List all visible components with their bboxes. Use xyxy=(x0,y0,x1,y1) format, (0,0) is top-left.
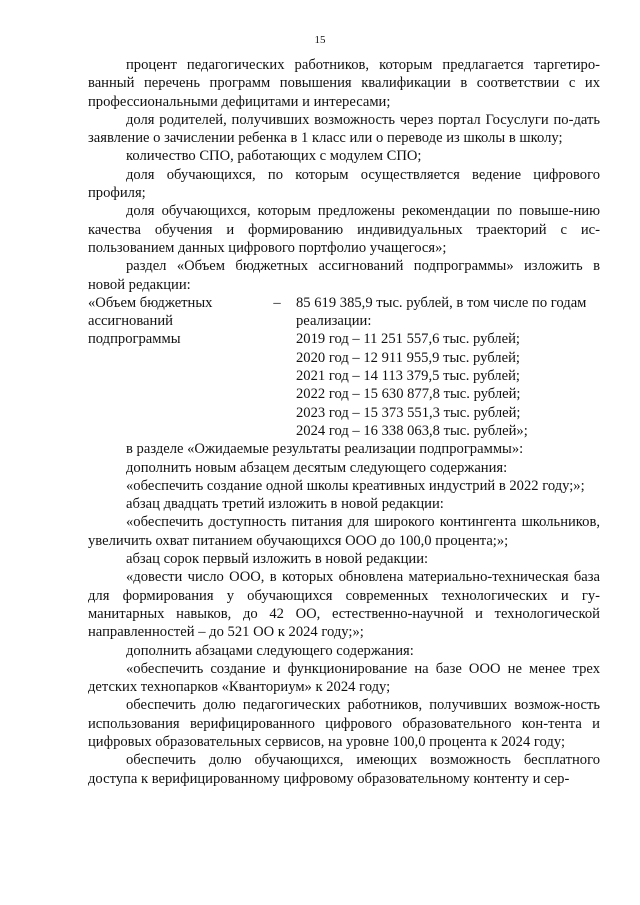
budget-label: «Объем бюджетных ассигнований подпрограммы xyxy=(88,294,213,348)
paragraph: абзац сорок первый изложить в новой редакции: xyxy=(126,551,429,568)
paragraph: обеспечить долю педагогических работников, получивших возмож-ность использования верифицированного цифрового образовательного кон-тента и цифровых образовательных сервисов, на уровне 100,0 процента к 2024 году; xyxy=(88,697,600,750)
paragraph: «обеспечить доступность питания для широкого контингента школьников, увеличить охват питанием обучающихся ООО до 100,0 процента;»; xyxy=(88,514,600,549)
paragraph: количество СПО, работающих с модулем СПО; xyxy=(126,148,422,165)
budget-value xyxy=(296,294,600,440)
paragraph: обеспечить долю обучающихся, имеющих возможность бесплатного доступа к верифицированному цифровому образовательному контенту и сер- xyxy=(88,752,600,787)
budget-year: 2019 год – 11 251 557,6 тыс. рублей; xyxy=(296,331,520,348)
paragraph: «довести число ООО, в которых обновлена материально-техническая база для формирования у обучающихся современных технологических и гу-манитарных навыков, до 42 ОО, естественно-научной и технологической направленностей – до 521 ОО к 2024 году;»; xyxy=(88,569,600,641)
paragraph: доля родителей, получивших возможность через портал Госуслуги по-дать заявление о зачислении ребенка в 1 класс или о переводе из школы в школу; xyxy=(88,111,600,147)
budget-year: 2024 год – 16 338 063,8 тыс. рублей»; xyxy=(296,422,528,439)
page-number: 15 xyxy=(314,34,326,46)
budget-total: 85 619 385,9 тыс. рублей, в том числе по годам реализации: xyxy=(296,294,587,330)
paragraph: доля обучающихся, по которым осуществляется ведение цифрового профиля; xyxy=(88,166,600,202)
budget-year: 2020 год – 12 911 955,9 тыс. рублей; xyxy=(296,349,520,366)
paragraph: в разделе «Ожидаемые результаты реализации подпрограммы»: xyxy=(126,441,524,458)
paragraph: процент педагогических работников, которым предлагается таргетиро-ванный перечень программ повышения квалификации в соответствии с их профессиональными дефицитами и интересами; xyxy=(88,57,600,110)
paragraph: доля обучающихся, которым предложены рекомендации по повыше-нию качества обучения и формированию индивидуальных траекторий с ис-пользованием данных цифрового портфолио учащегося»; xyxy=(88,203,600,256)
budget-years xyxy=(296,330,600,440)
paragraph: абзац двадцать третий изложить в новой редакции: xyxy=(126,496,444,513)
paragraph: дополнить новым абзацем десятым следующего содержания: xyxy=(126,459,508,476)
paragraph: «обеспечить создание одной школы креативных индустрий в 2022 году;»; xyxy=(126,477,585,494)
paragraph: «обеспечить создание и функционирование на базе ООО не менее трех детских технопарков «Кванториум» к 2024 году; xyxy=(88,660,600,696)
budget-year: 2023 год – 15 373 551,3 тыс. рублей; xyxy=(296,404,521,421)
budget-dash: – xyxy=(273,294,281,311)
document-body xyxy=(88,56,600,788)
budget-table xyxy=(88,294,600,440)
budget-year: 2022 год – 15 630 877,8 тыс. рублей; xyxy=(296,386,521,403)
paragraph: дополнить абзацами следующего содержания: xyxy=(126,642,414,659)
paragraph: раздел «Объем бюджетных ассигнований подпрограммы» изложить в новой редакции: xyxy=(88,258,600,293)
budget-year: 2021 год – 14 113 379,5 тыс. рублей; xyxy=(296,368,520,385)
